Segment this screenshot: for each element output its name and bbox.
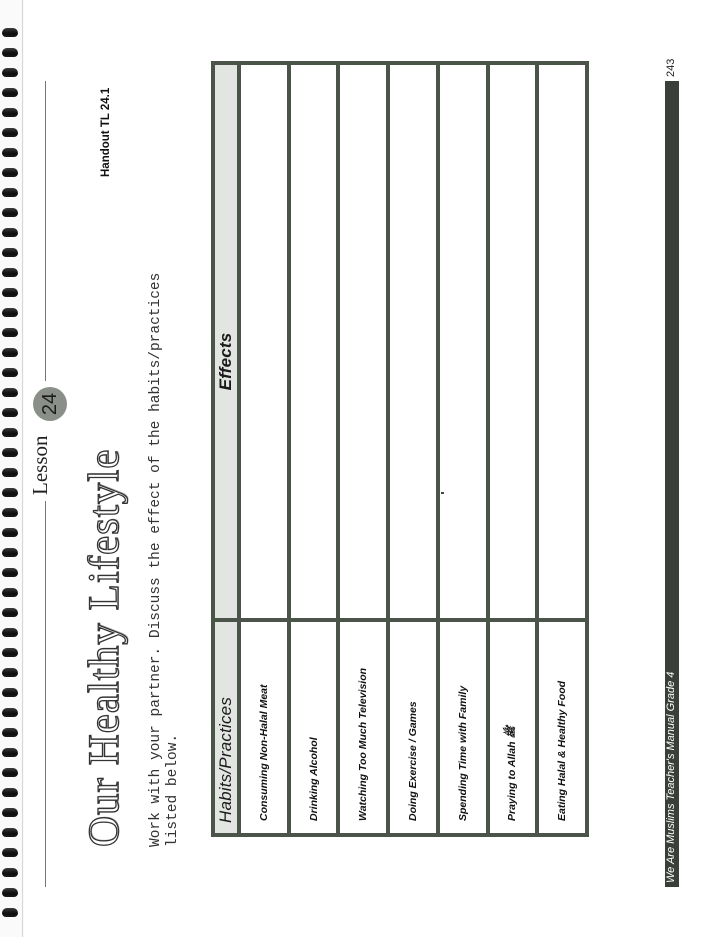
habit-label: Doing Exercise / Games (406, 701, 419, 821)
habit-label: Eating Halal & Healthy Food (556, 680, 569, 821)
effect-cell[interactable] (490, 65, 536, 618)
header-rule-left (45, 501, 46, 887)
habit-label: Drinking Alcohol (307, 737, 320, 821)
instructions-line-2: listed below. (165, 733, 181, 847)
instructions-line-1: Work with your partner. Discuss the effect of the habits/practices (148, 272, 164, 847)
handout-label: Handout TL 24.1 (100, 87, 112, 177)
habit-label: Watching Too Much Television (357, 667, 370, 821)
footer-book-title: We Are Muslims Teacher's Manual Grade 4 (665, 671, 677, 883)
habit-label: Praying to Allah (506, 741, 519, 821)
effect-cell[interactable] (340, 65, 386, 618)
effect-cell[interactable] (241, 65, 287, 618)
habit-cell (241, 622, 287, 833)
habit-label: Spending Time with Family (456, 685, 469, 821)
habits-column (215, 622, 585, 833)
habit-cell (390, 622, 436, 833)
habits-header: Habits/Practices (215, 622, 237, 833)
page-title: Our Healthy Lifestyle (81, 448, 128, 847)
column-divider (215, 618, 585, 622)
effect-cell[interactable] (440, 65, 486, 618)
lesson-label: Lesson (28, 435, 52, 495)
habits-effects-table (211, 61, 589, 837)
effect-cell[interactable] (291, 65, 337, 618)
salla-symbol: ﷺ (504, 725, 517, 739)
page-number: 243 (665, 58, 677, 77)
lesson-number-badge: 24 (33, 387, 67, 421)
header-rule-right (45, 81, 46, 381)
habit-cell (539, 622, 585, 833)
effects-column (215, 65, 585, 618)
habit-cell (440, 622, 486, 833)
instructions (148, 127, 182, 847)
habit-cell (340, 622, 386, 833)
effect-cell[interactable] (539, 65, 585, 618)
habit-cell (490, 622, 536, 833)
effects-header: Effects (215, 65, 237, 618)
habit-label: Consuming Non-Halal Meat (257, 684, 270, 821)
habit-cell (291, 622, 337, 833)
ink-speck (441, 492, 444, 494)
effect-cell[interactable] (390, 65, 436, 618)
